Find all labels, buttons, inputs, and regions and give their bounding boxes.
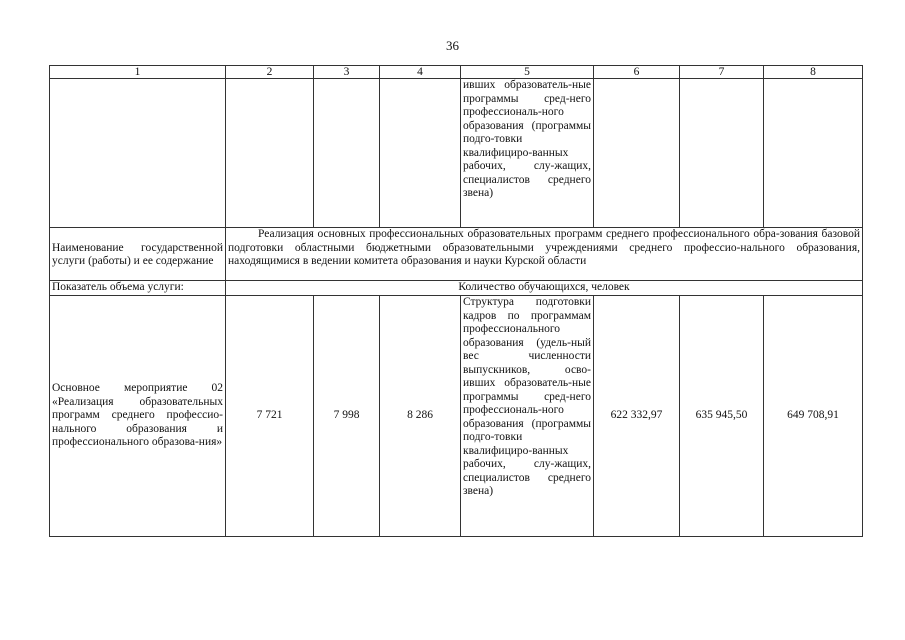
service-name-label: Наименование государственной услуги (работы) и ее содержание: [50, 228, 226, 281]
col-header-5: 5: [461, 66, 594, 79]
col-header-2: 2: [226, 66, 314, 79]
main-activity-row: [50, 296, 863, 537]
value-col7: 635 945,50: [680, 296, 764, 537]
value-col3: 7 998: [314, 296, 380, 537]
service-name-row: [50, 228, 863, 281]
continuation-row: [50, 79, 863, 228]
col-header-8: 8: [764, 66, 863, 79]
empty-cell: [314, 79, 380, 228]
main-activity-label: Основное мероприятие 02 «Реализация образовательных программ среднего профессио-нального образования и профессионального образова-ния»: [50, 296, 226, 537]
value-col2: 7 721: [226, 296, 314, 537]
empty-cell: [50, 79, 226, 228]
indicator-text: Структура подготовки кадров по программам профессионального образования (удель-ный вес численности выпускников, осво-ивших образователь-ные программы сред-него профессиональ-ного образования (программы подго-товки квалифициро-ванных рабочих, слу-жащих, специалистов среднего звена): [461, 296, 594, 537]
header-row: [50, 66, 863, 79]
empty-cell: [594, 79, 680, 228]
volume-indicator-label: Показатель объема услуги:: [50, 281, 226, 296]
value-col8: 649 708,91: [764, 296, 863, 537]
value-col6: 622 332,97: [594, 296, 680, 537]
col-header-3: 3: [314, 66, 380, 79]
empty-cell: [680, 79, 764, 228]
service-name-text: Реализация основных профессиональных образовательных программ среднего профессионального обра-зования базовой подготовки областными бюджетными образовательными учреждениями среднего профессио-нального образования, находящимися в ведении комитета образования и науки Курской области: [226, 228, 863, 281]
col-header-4: 4: [380, 66, 461, 79]
col-header-6: 6: [594, 66, 680, 79]
col-header-7: 7: [680, 66, 764, 79]
volume-indicator-row: [50, 281, 863, 296]
empty-cell: [380, 79, 461, 228]
value-col4: 8 286: [380, 296, 461, 537]
page-number: 36: [446, 38, 459, 53]
budget-table: [49, 65, 863, 537]
empty-cell: [226, 79, 314, 228]
empty-cell: [764, 79, 863, 228]
col-header-1: 1: [50, 66, 226, 79]
volume-indicator-text: Количество обучающихся, человек: [226, 281, 863, 296]
continuation-text: ивших образователь-ные программы сред-него профессиональ-ного образования (программы подго-товки квалифициро-ванных рабочих, слу-жащих, специалистов среднего звена): [461, 79, 594, 228]
